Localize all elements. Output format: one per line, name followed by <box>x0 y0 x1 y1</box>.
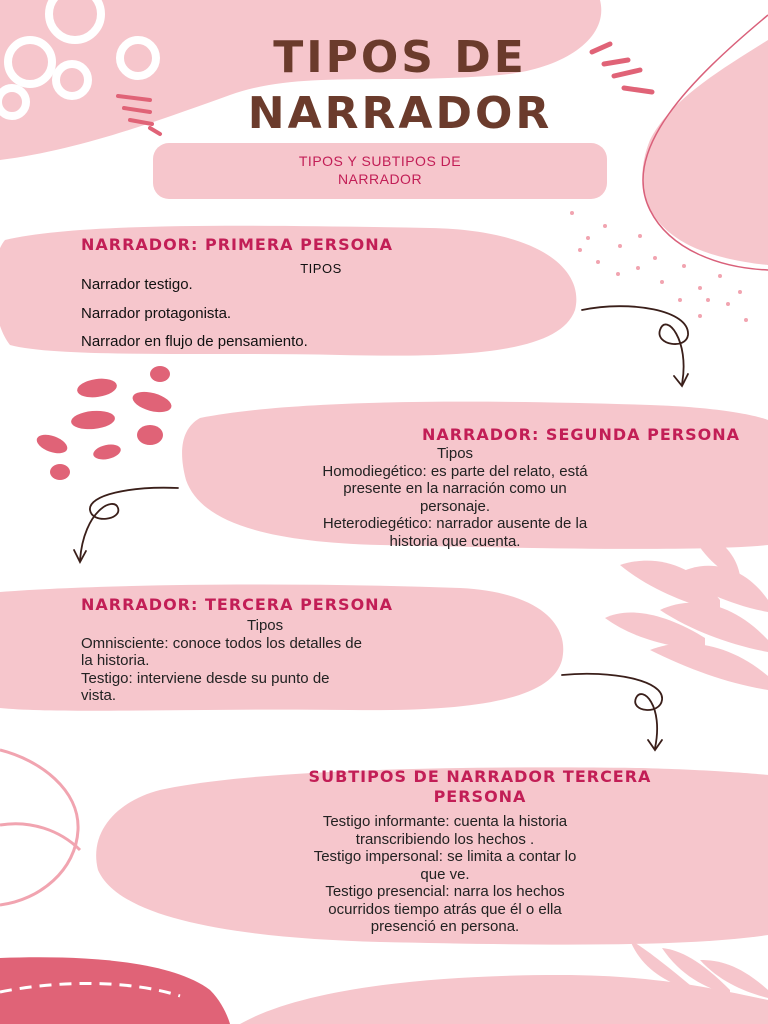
section-subtipos-line-3: Testigo impersonal: se limita a contar lo <box>313 848 577 865</box>
title-line-2: NARRADOR <box>247 88 553 139</box>
section-segunda-line-4: Heterodiegético: narrador ausente de la <box>322 515 588 532</box>
section-subtipos-heading <box>250 767 710 807</box>
title-line-1: TIPOS DE <box>273 32 527 83</box>
section-segunda-line-2: presente en la narración como un <box>343 480 567 497</box>
section-tercera-line-2: la historia. <box>81 652 150 669</box>
arrow-1-head <box>674 374 688 386</box>
dash-marks-right <box>592 44 652 92</box>
section-tercera-line-3: Testigo: interviene desde su punto de <box>81 669 330 687</box>
section-tercera-heading: NARRADOR: TERCERA PERSONA <box>81 595 393 614</box>
section-subtipos-line-5: Testigo presencial: narra los hechos <box>325 883 565 900</box>
section-subtipos-heading-line-1: SUBTIPOS DE NARRADOR TERCERA <box>308 767 652 786</box>
bottom-left-blob <box>0 957 230 1024</box>
section-primera-item-3: Narrador en flujo de pensamiento. <box>81 333 308 350</box>
left-arc-line-2 <box>0 824 80 850</box>
section-subtipos-line-4: que ve. <box>420 865 470 883</box>
arrow-3 <box>562 674 662 748</box>
subtitle-line-1: TIPOS Y SUBTIPOS DE <box>298 153 462 169</box>
section-segunda-line-5: historia que cuenta. <box>389 532 521 550</box>
arrow-1 <box>582 306 688 384</box>
section-subtipos-body <box>200 813 690 936</box>
right-top-blob <box>642 40 768 265</box>
section-segunda-body <box>200 445 710 550</box>
red-ovals <box>34 366 173 480</box>
section-tercera-line-1: Omnisciente: conoce todos los detalles de <box>81 634 362 652</box>
section-subtipos-line-2: transcribiendo los hechos . <box>355 830 535 848</box>
subtitle-line-2: NARRADOR <box>337 171 423 187</box>
section-segunda-line-1: Homodiegético: es parte del relato, está <box>322 462 588 480</box>
section-tercera-label: Tipos <box>247 617 284 634</box>
section-subtipos-line-7: presenció en persona. <box>370 918 520 935</box>
section-subtipos-line-1: Testigo informante: cuenta la historia <box>322 813 568 830</box>
leaf-branch <box>605 528 768 690</box>
section-segunda-heading: NARRADOR: SEGUNDA PERSONA <box>421 425 740 444</box>
section-subtipos-line-6: ocurridos tiempo atrás que él o ella <box>328 900 562 918</box>
section-primera-heading: NARRADOR: PRIMERA PERSONA <box>81 235 393 254</box>
section-segunda-label: Tipos <box>436 445 474 462</box>
page-title <box>200 30 600 142</box>
section-segunda-line-3: personaje. <box>419 497 491 515</box>
bottom-right-blob <box>240 975 768 1024</box>
section-tercera-line-4: vista. <box>81 687 117 704</box>
arrow-2 <box>80 488 178 560</box>
section-primera-item-1: Narrador testigo. <box>81 276 193 293</box>
page-subtitle <box>155 152 605 188</box>
section-primera-item-2: Narrador protagonista. <box>81 305 232 322</box>
section-primera-label: TIPOS <box>300 261 342 276</box>
section-tercera-body <box>81 617 561 705</box>
section-subtipos-heading-line-2: PERSONA <box>433 787 527 806</box>
